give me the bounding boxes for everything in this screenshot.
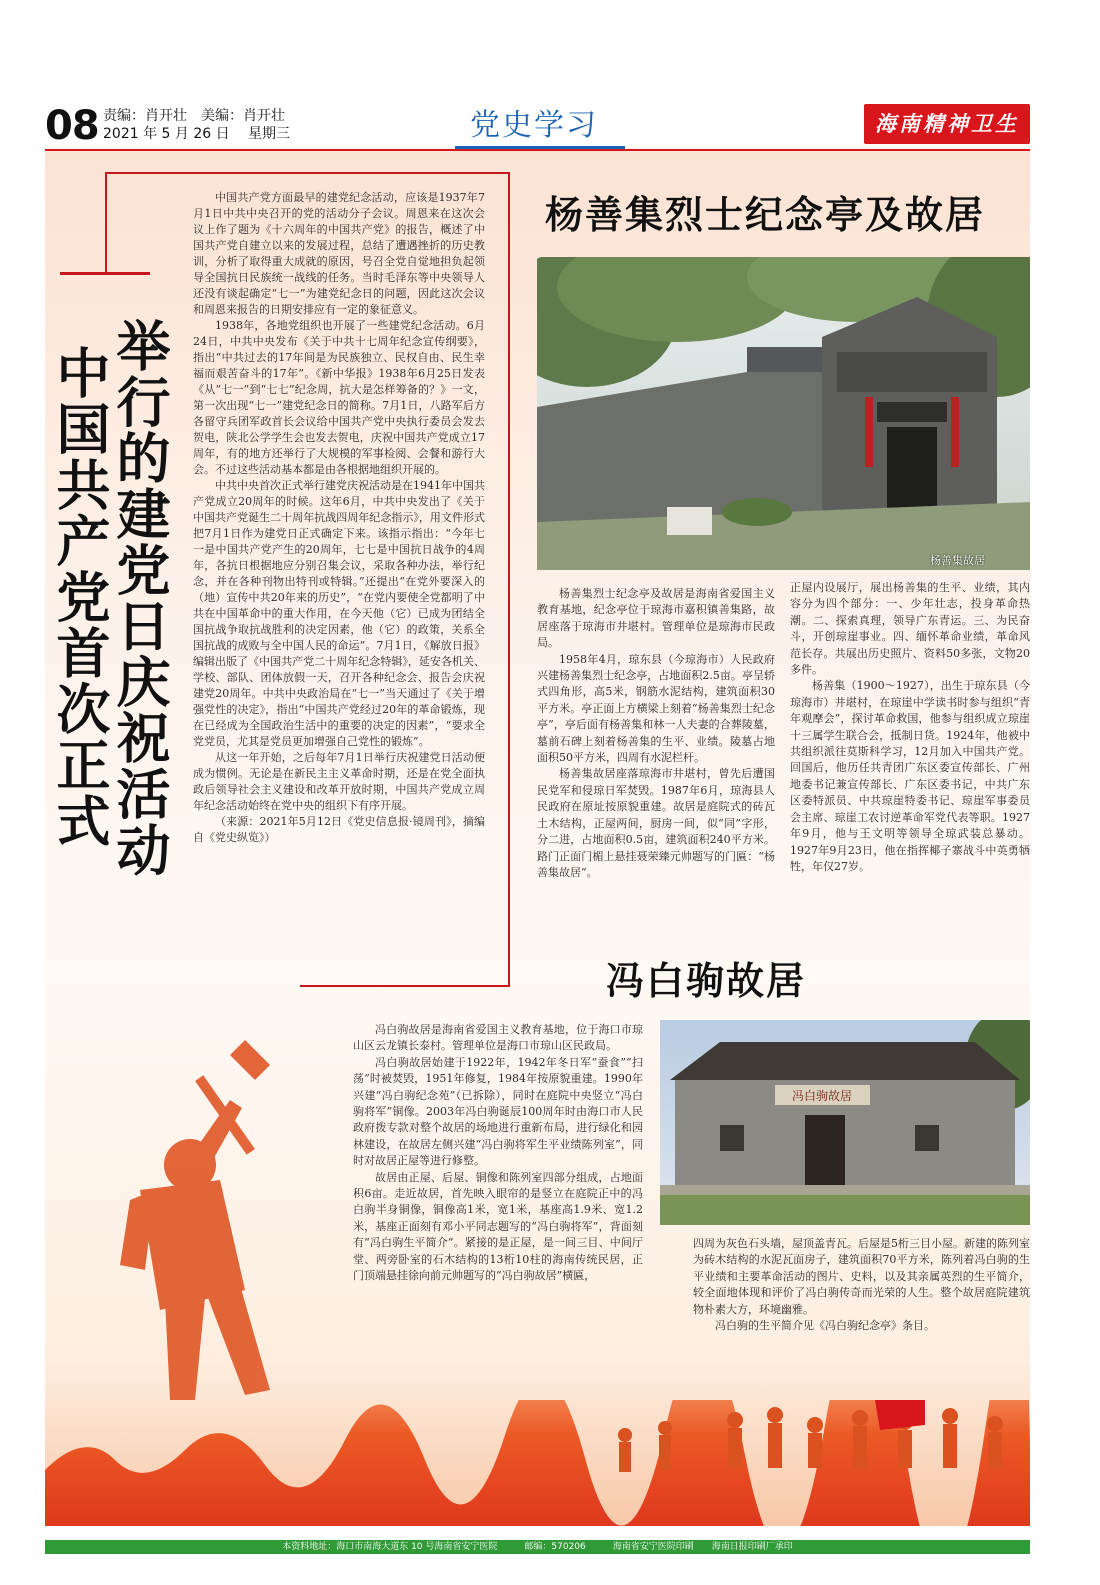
frame-line-right [508, 172, 510, 987]
yang-paragraph: 1958年4月，琼东县（今琼海市）人民政府兴建杨善集烈士纪念亭，占地面积2.5亩。亭呈轿式四角形，高5米，钢筋水泥结构，建筑面积30平方米。亭正面上方横梁上刻着“杨善集烈士纪念亭”，亭后面有杨善集和林一人夫妻的合葬陵墓，墓前石碑上刻着杨善集的生平、业绩。陵墓占地面积50平方米，四周有水泥栏杆。 [537, 652, 775, 765]
feng-text-column-1 [353, 1022, 643, 1285]
yang-text-column-2 [790, 580, 1030, 875]
yang-section-heading: 杨善集烈士纪念亭及故居 [545, 193, 986, 237]
date-line: 2021 年 5 月 26 日 星期三 [103, 126, 291, 142]
article-paragraph: 1938年，各地党组织也开展了一些建党纪念活动。6月24日，中共中央发布《关于中共十七周年纪念宣传纲要》，指出“中共过去的17年间是为民族独立、民权自由、民生幸福而艰苦奋斗的17年”。《新中华报》1938年6月25日发表《从“七一”到“七七”纪念周，抗大是怎样筹备的？》一文，第一次出现“七一”建党纪念日的简称。7月1日，八路军后方各留守兵团军政首长会议给中国共产党中央执行委员会发去贺电，陕北公学学生会也发去贺电，庆祝中国共产党成立17周年，有的地方还举行了大规模的军事检阅、会餐和游行大会。不过这些活动基本都是由各根据地组织开展的。 [193, 319, 485, 476]
feature-title-line-2: 中国共产党首次正式 [48, 345, 111, 849]
feng-section-heading: 冯白驹故居 [606, 959, 807, 1003]
decorative-fire-band [45, 1400, 1030, 1526]
plaque-text: 冯白驹故居 [791, 1089, 853, 1103]
photo-caption: 杨善集故居 [930, 554, 985, 567]
feng-residence-photo [660, 1020, 1030, 1225]
feng-text-column-2 [693, 1236, 1030, 1334]
yang-paragraph: 杨善集故居座落琼海市井堪村，曾先后遭国民党军和侵琼日军焚毁。1987年6月，琼海县人民政府在原址按原貌重建。故居是庭院式的砖瓦土木结构，正屋两间，厨房一间，似“同”字形，分二进，占地面积0.5亩，建筑面积240平方米。路门正面门楣上悬挂聂荣臻元帅题写的门匾：“杨善集故居”。 [537, 767, 775, 879]
frame-accent [60, 272, 150, 275]
article-paragraph: 从这一年开始，之后每年7月1日举行庆祝建党日活动便成为惯例。无论是在新民主主义革命时期，还是在党全面执政后领导社会主义建设和改革开放时期，中国共产党成立周年纪念活动始终在党中央的组织下有序开展。 [193, 751, 485, 812]
yang-paragraph: 杨善集烈士纪念亭及故居是海南省爱国主义教育基地，纪念亭位于琼海市嘉积镇善集路，故居座落于琼海市井堪村。管理单位是琼海市民政局。 [537, 587, 775, 650]
article-source: （来源：2021年5月12日《党史信息报·镜周刊》，摘编自《党史纵览》） [193, 815, 485, 844]
frame-line-left [105, 172, 107, 272]
article-paragraph: 中共中央首次正式举行建党庆祝活动是在1941年中国共产党成立20周年的时候。这年6月，中共中央发出了《关于中国共产党诞生二十周年抗战四周年纪念指示》，用文件形式把7月1日作为建党日正式确定下来。该指示指出：“今年七一是中国共产党产生的20周年，七七是中国抗日战争的4周年，各抗日根据地应分别召集会议，采取各种办法，举行纪念，并在各种刊物出特刊或特辑。”还提出“在党外要深入的（地）宣传中共20年来的历史”，“在党内要使全党都明了中共在中国革命中的重大作用，在今天他（它）已成为团结全国抗战争取抗战胜利的决定因素，他（它）的政策，关系全国抗战的成败与全中国人民的命运”。7月1日，《解放日报》编辑出版了《中国共产党二十周年纪念特辑》，延安各机关、学校、部队、团体放假一天，召开各种纪念会、报告会庆祝建党20周年。中共中央政治局在“七一”当天通过了《关于增强党性的决定》，指出“中国共产党经过20年的革命锻炼，现在已经成为全国政治生活中的重要的决定的因素”，“要求全党党员，尤其是党员更加增强自己党性的锻炼”。 [193, 479, 485, 748]
yang-residence-photo [537, 257, 1030, 570]
feng-paragraph: 冯白驹故居始建于1922年，1942年冬日军“蚕食”“扫荡”时被焚毁，1951年修复，1984年按原貌重建。1990年兴建“冯白驹纪念苑”（已拆除），同时在庭院中央竖立“冯白驹将军”铜像。2003年冯白驹诞辰100周年时由海口市人民政府拨专款对整个故居的场地进行重新布局，进行绿化和园林建设，在故居左侧兴建“冯白驹将军生平业绩陈列室”，同时对故居正屋等进行修整。 [353, 1055, 643, 1168]
feature-title-line-1: 举行的建党日庆祝活动 [108, 318, 171, 878]
bugler-silhouette-illustration [70, 1040, 350, 1420]
feature-article [193, 190, 485, 846]
yang-paragraph: 正屋内设展厅，展出杨善集的生平、业绩，其内容分为四个部分：一、少年壮志，投身革命热潮。二、探索真理，领导广东青运。三、为民奋斗，开创琼崖事业。四、缅怀革命业绩，革命风范长存。共展出历史照片、资料50多张，文物20多件。 [790, 581, 1030, 677]
feng-paragraph: 四周为灰色石头墙，屋顶盖青瓦。后屋是5桁三目小屋。新建的陈列室为砖木结构的水泥瓦面房子，建筑面积70平方米，陈列着冯白驹的生平业绩和主要革命活动的图片、史料，以及其亲属英烈的生平简介，较全面地体现和评价了冯白驹传奇而光荣的人生。整个故居庭院建筑物朴素大方，环境幽雅。 [693, 1237, 1030, 1316]
masthead-logo: 海南精神卫生 [875, 111, 1019, 136]
article-paragraph: 中国共产党方面最早的建党纪念活动，应该是1937年7月1日中共中央召开的党的活动分子会议。周恩来在这次会议上作了题为《十六周年的中国共产党》的报告，概述了中国共产党自建立以来的发展过程，总结了遭遇挫折的历史教训，分析了取得重大成就的原因，号召全党自觉地担负起领导全国抗日民族统一战线的任务。当时毛泽东等中央领导人还没有谈起确定“七一”为建党纪念日的问题，因此这次会议和周恩来报告的日期安排应有一定的象征意义。 [193, 191, 485, 316]
page-number: 08 [45, 103, 99, 149]
section-title: 党史学习 [470, 108, 598, 143]
header-rule [45, 149, 1030, 151]
editor-line: 责编：肖开壮 美编：肖开壮 [103, 108, 285, 124]
frame-line-top [105, 172, 510, 174]
feng-residence-illustration [660, 1020, 1030, 1225]
feng-paragraph: 冯白驹的生平简介见《冯白驹纪念亭》条目。 [715, 1319, 935, 1333]
feng-paragraph: 冯白驹故居是海南省爱国主义教育基地，位于海口市琼山区云龙镇长泰村。管理单位是海口市琼山区民政局。 [353, 1023, 643, 1053]
feng-paragraph: 故居由正屋、后屋、铜像和陈列室四部分组成，占地面积6亩。走近故居，首先映入眼帘的是竖立在庭院正中的冯白驹半身铜像，铜像高1米，宽1米，基座高1.9米、宽1.2米，基座正面刻有邓小平同志题写的“冯白驹将军”，背面刻有“冯白驹生平简介”。紧接的是正屋，是一间三目、中间厅堂、两旁卧室的石木结构的13桁10柱的海南传统民居，正门顶端悬挂徐向前元帅题写的“冯白驹故居”横匾， [353, 1170, 643, 1283]
flame-crowd-illustration [45, 1400, 1030, 1526]
frame-line-bottom [300, 985, 510, 987]
yang-paragraph: 杨善集（1900～1927），出生于琼东县（今琼海市）井堪村，在琼崖中学读书时参与组织“青年观摩会”，探讨革命救国，他参与组织成立琼崖十三属学生联合会，抵制日货。1924年，他被中共组织派往莫斯科学习，12月加入中国共产党。回国后，他历任共青团广东区委宣传部长、广州地委书记兼宣传部长、广东区委书记，中共广东区委特派员、中共琼崖特委书记、琼崖军事委员会主席、琼崖工农讨逆革命军党代表等职。1927年9月，他与王文明等领导全琼武装总暴动。1927年9月23日，他在指挥椰子寨战斗中英勇牺牲，年仅27岁。 [790, 679, 1030, 873]
footer-text: 本资料地址：海口市南海大道东 10 号海南省安宁医院 邮编：570206 海南省安宁医院印刷 海南日报印刷厂承印 [282, 1542, 793, 1552]
yang-text-column-1 [537, 586, 775, 881]
yang-residence-illustration [537, 257, 1030, 570]
